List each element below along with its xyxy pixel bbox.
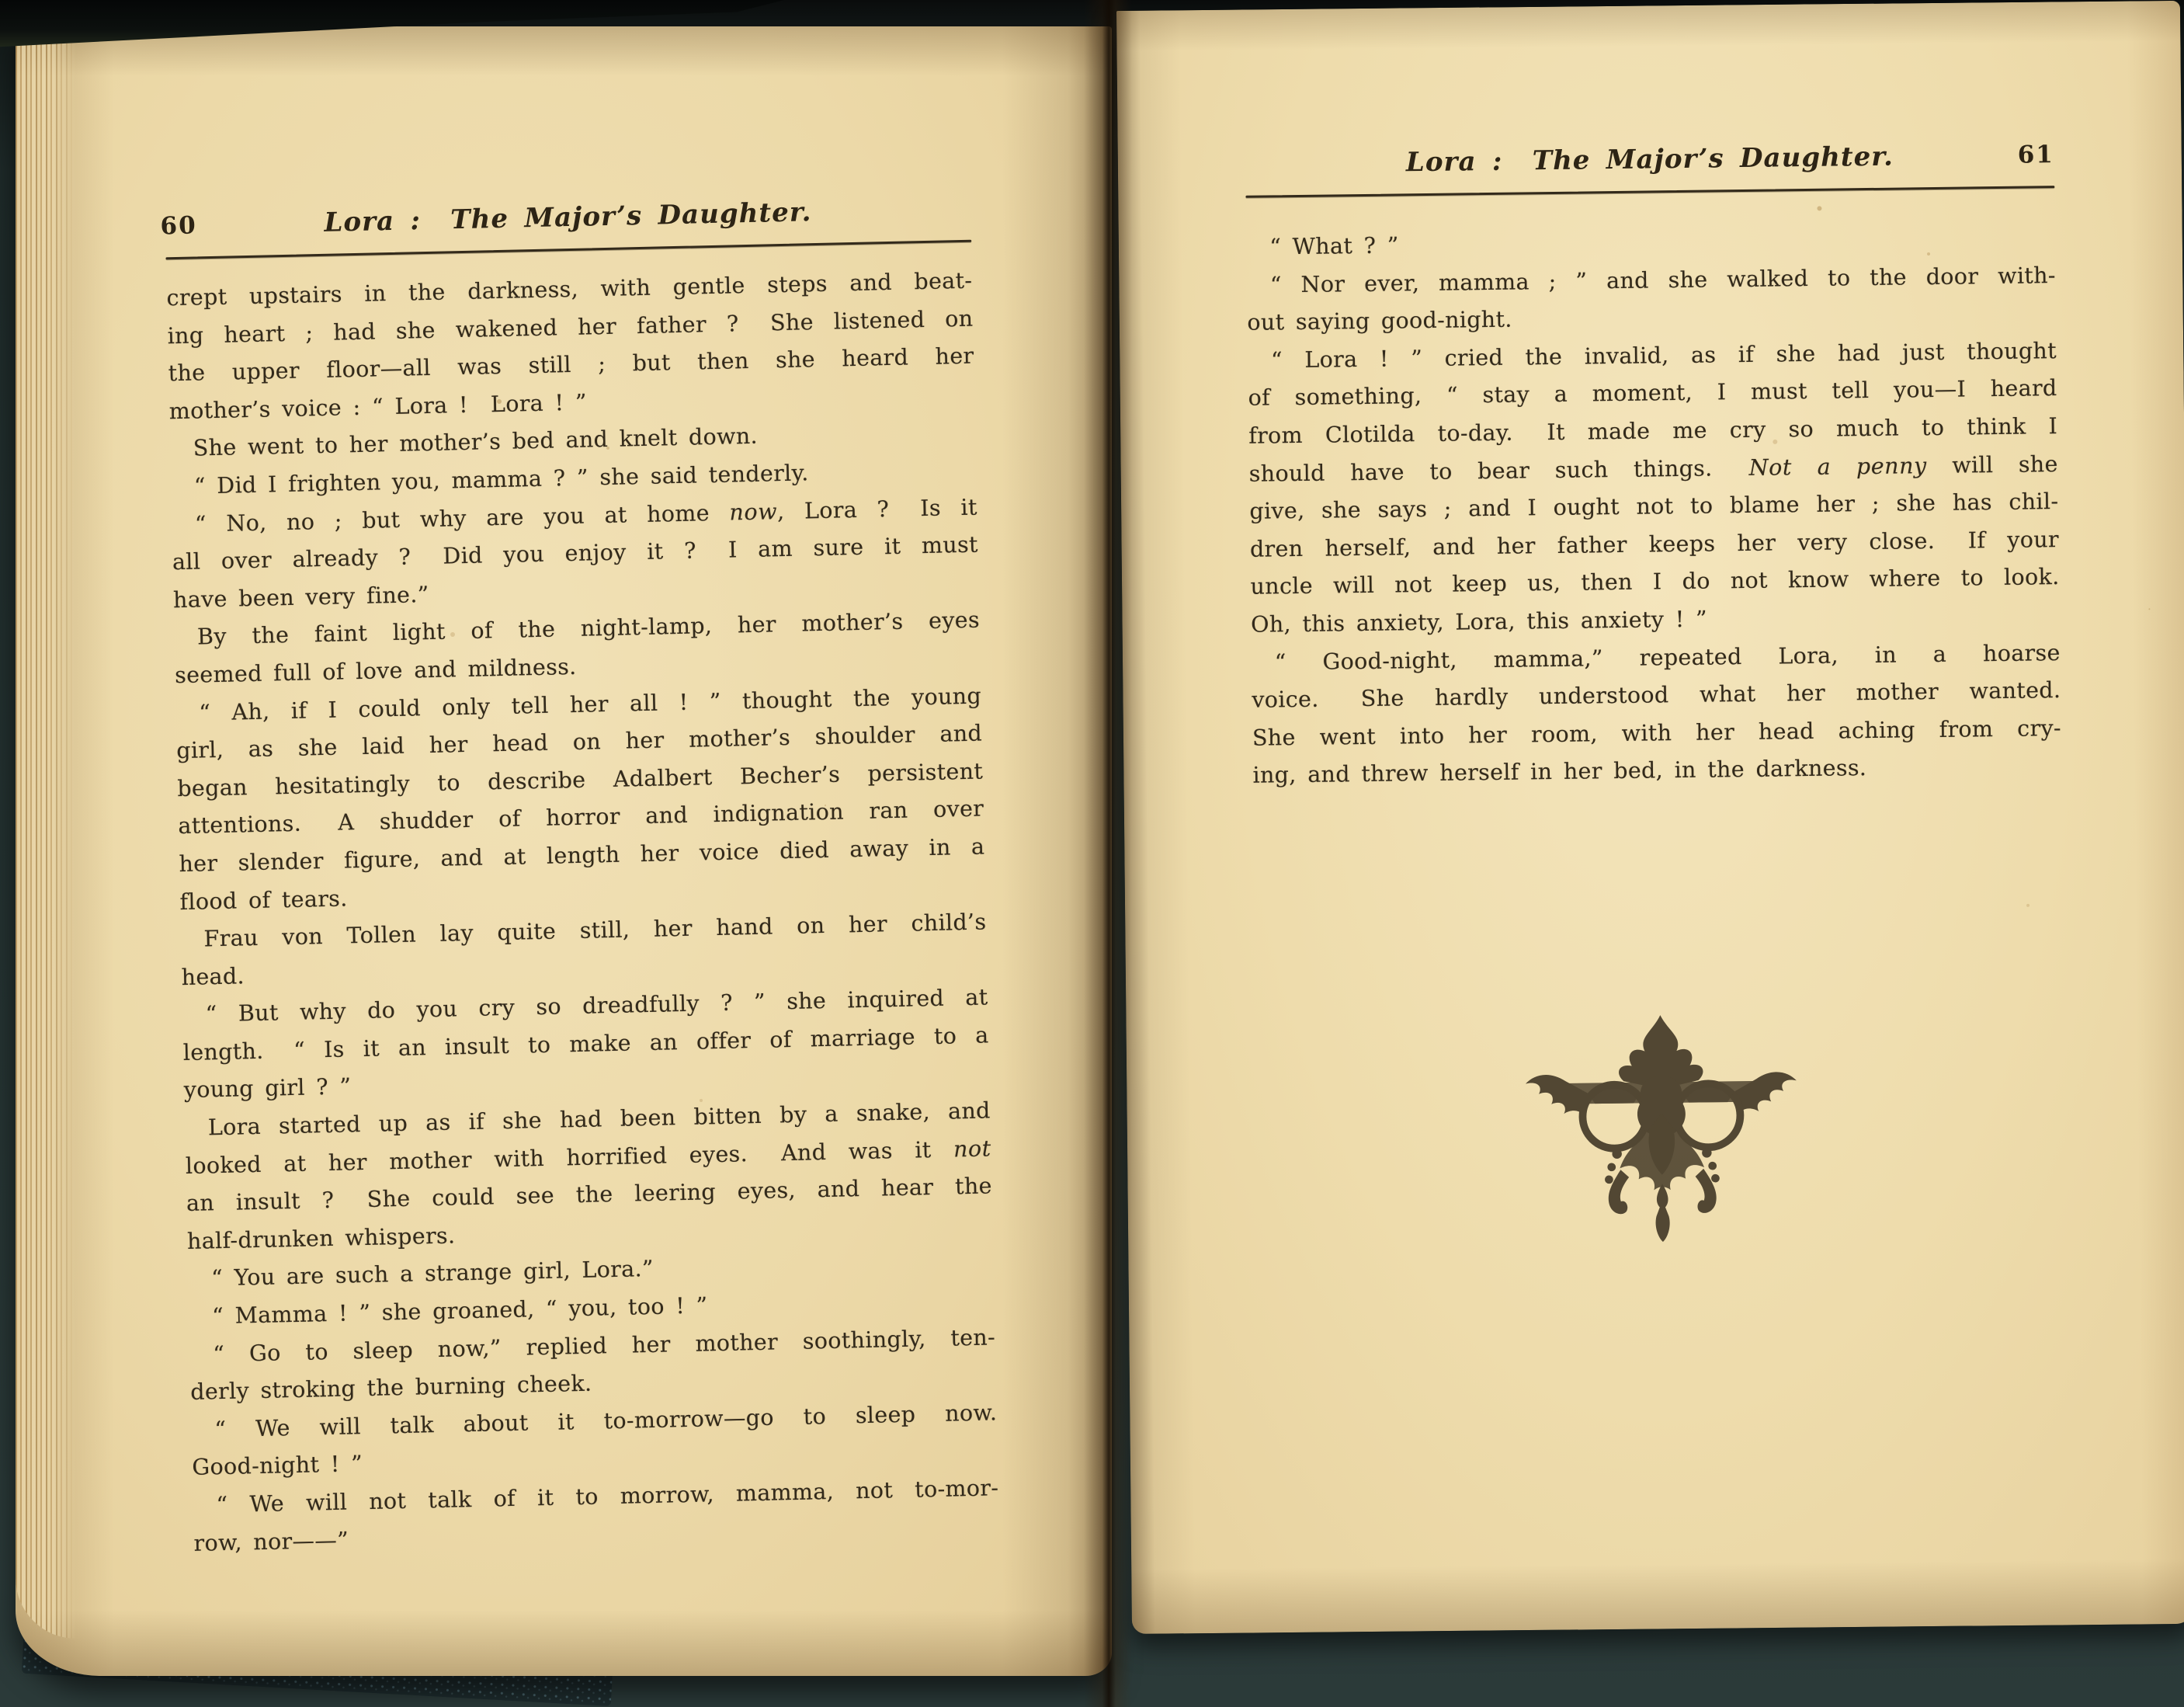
text-line: young girl ? ” — [183, 1073, 352, 1104]
text-line: Oh, this anxiety, Lora, this anxiety ! ” — [1250, 606, 1708, 638]
right-running-title: Lora : The Major’s Daughter. — [1405, 141, 1894, 179]
left-page — [16, 26, 1112, 1676]
text-line: She went to her mother’s bed and knelt down. — [193, 423, 759, 461]
fleuron-ornament — [1522, 996, 1801, 1256]
left-body-text — [166, 262, 1000, 1563]
text-line: crept upstairs in the darkness, with gentle steps and beat- — [166, 267, 973, 311]
page-stack-edge — [16, 39, 76, 1639]
right-running-head — [1245, 139, 2054, 185]
text-line: attentions. A shudder of horror and indignation ran over — [178, 795, 984, 840]
text-line: By the faint light of the night-lamp, her mother’s eyes — [196, 607, 981, 650]
text-line: “ Go to sleep now,” replied her mother soothingly, ten- — [212, 1323, 996, 1367]
text-line: “ No, no ; but why are you at home now, Lora ? Is it — [194, 494, 978, 537]
text-line: the upper floor—all was still ; but then she heard her — [168, 342, 974, 387]
text-line: “ Nor ever, mamma ; ” and she walked to the door with- — [1269, 262, 2056, 298]
text-line: give, she says ; and I ought not to blame her ; she has chil- — [1249, 488, 2059, 524]
text-line: her slender figure, and at length her voice died away in a — [179, 833, 985, 878]
right-header-rule — [1245, 186, 2054, 198]
text-line: derly stroking the burning cheek. — [189, 1370, 592, 1406]
text-line: “ We will talk about it to-morrow—go to sleep now. — [214, 1399, 998, 1443]
text-line: mother’s voice : “ Lora ! Lora ! ” — [168, 389, 588, 425]
text-line: voice. She hardly understood what her mother wanted. — [1252, 677, 2061, 713]
right-body-text — [1246, 219, 2062, 795]
text-line: uncle will not keep us, then I do not know where to look. — [1250, 564, 2060, 600]
text-line: Good-night ! ” — [192, 1451, 363, 1481]
gutter-shadow — [1084, 0, 1132, 1707]
text-line: ing heart ; had she wakened her father ? She listened on — [167, 305, 974, 349]
text-line: “ We will not talk of it to morrow, mamma, not to-mor- — [216, 1475, 999, 1518]
text-line: looked at her mother with horrified eyes. And was it not — [185, 1135, 992, 1179]
text-line: half-drunken whispers. — [186, 1222, 456, 1254]
text-line: “ You are such a strange girl, Lora.” — [210, 1256, 655, 1292]
left-page-number: 60 — [160, 211, 198, 241]
text-line: have been very fine.” — [172, 581, 429, 613]
text-line: row, nor——” — [193, 1527, 349, 1556]
text-line: seemed full of love and mildness. — [174, 653, 577, 689]
left-page-content — [160, 193, 1000, 1563]
text-line: should have to bear such things. Not a penny will she — [1248, 450, 2058, 487]
text-line: girl, as she laid her head on her mother’s shoulder and — [175, 720, 983, 764]
text-line: dren herself, and her father keeps her very close. If your — [1249, 526, 2060, 562]
right-page — [1116, 1, 2184, 1634]
text-line: “ Lora ! ” cried the invalid, as if she had just thought — [1270, 337, 2057, 374]
text-line: “ Good-night, mamma,” repeated Lora, in a hoarse — [1274, 639, 2061, 675]
text-line: out saying good-night. — [1247, 306, 1512, 335]
left-running-head — [160, 193, 971, 247]
text-line: She went into her room, with her head aching from cry- — [1252, 714, 2062, 751]
text-line: all over already ? Did you enjoy it ? I am sure it must — [172, 531, 979, 575]
text-line: flood of tears. — [179, 885, 348, 915]
text-line: an insult ? She could see the leering eyes, and hear the — [186, 1173, 993, 1217]
text-line: “ Mamma ! ” she groaned, “ you, too ! ” — [211, 1292, 708, 1330]
text-line: “ Ah, if I could only tell her all ! ” thought the young — [198, 683, 982, 726]
text-line: from Clotilda to-day. It made me cry so much to think I — [1248, 413, 2058, 449]
text-line: Frau von Tollen lay quite still, her hand on her child’s — [203, 909, 987, 952]
text-line: Lora started up as if she had been bitten by a snake, and — [207, 1097, 991, 1141]
text-line: “ But why do you cry so dreadfully ? ” she inquired at — [205, 984, 988, 1027]
text-line: length. “ Is it an insult to make an offer of marriage to a — [182, 1022, 989, 1066]
text-line: “ Did I frighten you, mamma ? ” she said tenderly. — [193, 460, 809, 499]
text-line: began hesitatingly to describe Adalbert Becher’s persistent — [176, 758, 984, 801]
text-line: of something, “ stay a moment, I must tell you—I heard — [1248, 375, 2057, 412]
text-line: ing, and threw herself in her bed, in the darkness. — [1252, 755, 1867, 789]
text-line: “ What ? ” — [1269, 232, 1399, 260]
right-page-content — [1245, 139, 2068, 1260]
left-running-title: Lora : The Major’s Daughter. — [324, 196, 812, 238]
text-line: head. — [181, 963, 245, 990]
right-page-number: 61 — [2017, 141, 2055, 169]
